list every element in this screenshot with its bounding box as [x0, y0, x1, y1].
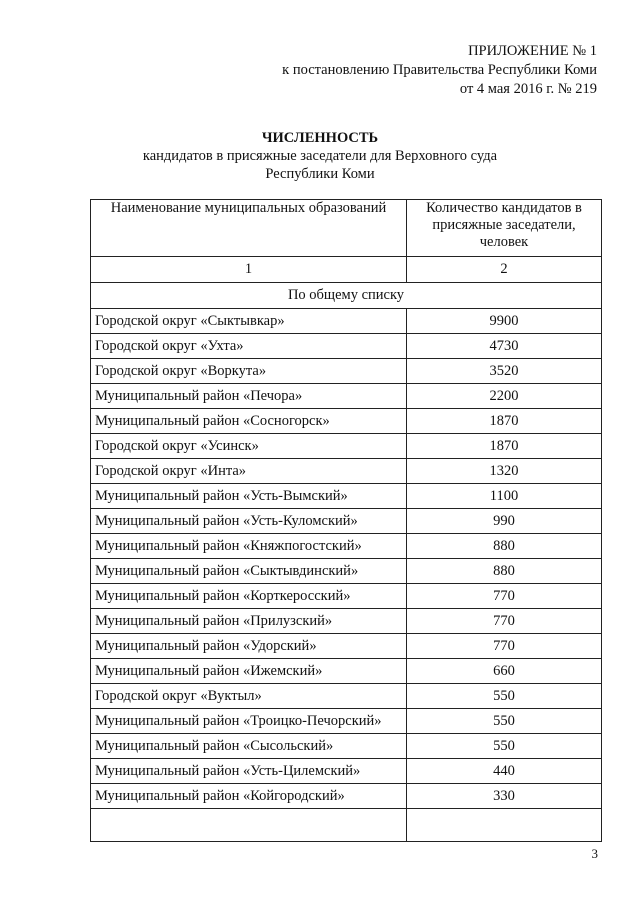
municipality-name-cell: Городской округ «Инта» — [91, 459, 407, 484]
table-row — [91, 309, 602, 334]
table-row — [91, 609, 602, 634]
candidate-count-cell: 880 — [407, 534, 602, 559]
table-header-row — [91, 200, 602, 257]
candidate-count-cell: 660 — [407, 659, 602, 684]
municipality-name-cell: Муниципальный район «Прилузский» — [91, 609, 407, 634]
table-row — [91, 384, 602, 409]
municipality-name-cell: Муниципальный район «Ижемский» — [91, 659, 407, 684]
table-row — [91, 684, 602, 709]
municipality-name-cell: Муниципальный район «Усть-Цилемский» — [91, 759, 407, 784]
candidate-count-cell: 1320 — [407, 459, 602, 484]
municipality-name-cell: Муниципальный район «Удорский» — [91, 634, 407, 659]
table-row — [91, 434, 602, 459]
column-number-row — [91, 257, 602, 283]
municipality-name-cell: Городской округ «Ухта» — [91, 334, 407, 359]
appendix-block — [282, 42, 597, 99]
column-number-2: 2 — [407, 257, 602, 283]
candidate-count-cell: 1870 — [407, 434, 602, 459]
candidate-count-cell: 1100 — [407, 484, 602, 509]
table-row — [91, 509, 602, 534]
candidate-count-cell: 440 — [407, 759, 602, 784]
municipality-name-cell: Муниципальный район «Койгородский» — [91, 784, 407, 809]
appendix-title: ПРИЛОЖЕНИЕ № 1 — [468, 43, 597, 59]
section-row — [91, 283, 602, 309]
document-title: ЧИСЛЕННОСТЬ — [261, 130, 379, 146]
table-row — [91, 584, 602, 609]
municipality-name-cell: Муниципальный район «Корткеросский» — [91, 584, 407, 609]
candidate-count-cell: 550 — [407, 684, 602, 709]
candidate-count-cell: 330 — [407, 784, 602, 809]
table-row — [91, 759, 602, 784]
table-row — [91, 334, 602, 359]
municipality-name-cell: Муниципальный район «Княжпогостский» — [91, 534, 407, 559]
appendix-resolution-date: от 4 мая 2016 г. № 219 — [459, 81, 597, 97]
candidate-count-cell: 770 — [407, 584, 602, 609]
candidate-count-cell: 1870 — [407, 409, 602, 434]
table-row — [91, 359, 602, 384]
table-row — [91, 659, 602, 684]
table-row — [91, 484, 602, 509]
table-row — [91, 709, 602, 734]
empty-cell — [407, 809, 602, 842]
document-subtitle-line1: кандидатов в присяжные заседатели для Верховного суда — [142, 148, 498, 164]
column-header-count: Количество кандидатов в присяжные заседатели, человек — [407, 200, 602, 257]
document-heading — [0, 129, 640, 183]
table-row — [91, 409, 602, 434]
candidate-count-cell: 770 — [407, 634, 602, 659]
page-number: 3 — [591, 846, 598, 861]
municipality-name-cell: Муниципальный район «Троицко-Печорский» — [91, 709, 407, 734]
municipality-name-cell: Городской округ «Вуктыл» — [91, 684, 407, 709]
empty-cell — [91, 809, 407, 842]
municipality-name-cell: Муниципальный район «Сысольский» — [91, 734, 407, 759]
candidates-table — [90, 199, 602, 842]
candidate-count-cell: 4730 — [407, 334, 602, 359]
municipality-name-cell: Муниципальный район «Усть-Куломский» — [91, 509, 407, 534]
candidate-count-cell: 770 — [407, 609, 602, 634]
column-number-1: 1 — [91, 257, 407, 283]
municipality-name-cell: Городской округ «Воркута» — [91, 359, 407, 384]
candidate-count-cell: 880 — [407, 559, 602, 584]
candidate-count-cell: 550 — [407, 734, 602, 759]
section-label: По общему списку — [91, 283, 602, 309]
municipality-name-cell: Городской округ «Сыктывкар» — [91, 309, 407, 334]
document-subtitle-line2: Республики Коми — [265, 166, 375, 182]
table-row — [91, 459, 602, 484]
candidate-count-cell: 3520 — [407, 359, 602, 384]
candidate-count-cell: 550 — [407, 709, 602, 734]
municipality-name-cell: Городской округ «Усинск» — [91, 434, 407, 459]
candidate-count-cell: 9900 — [407, 309, 602, 334]
appendix-resolution-ref: к постановлению Правительства Республики Коми — [282, 62, 597, 78]
municipality-name-cell: Муниципальный район «Сосногорск» — [91, 409, 407, 434]
municipality-name-cell: Муниципальный район «Усть-Вымский» — [91, 484, 407, 509]
table-row — [91, 559, 602, 584]
municipality-name-cell: Муниципальный район «Сыктывдинский» — [91, 559, 407, 584]
table-row — [91, 734, 602, 759]
candidate-count-cell: 2200 — [407, 384, 602, 409]
empty-table-row — [91, 809, 602, 842]
table-row — [91, 534, 602, 559]
municipality-name-cell: Муниципальный район «Печора» — [91, 384, 407, 409]
table-row — [91, 784, 602, 809]
candidate-count-cell: 990 — [407, 509, 602, 534]
table-row — [91, 634, 602, 659]
column-header-municipality: Наименование муниципальных образований — [91, 200, 407, 257]
